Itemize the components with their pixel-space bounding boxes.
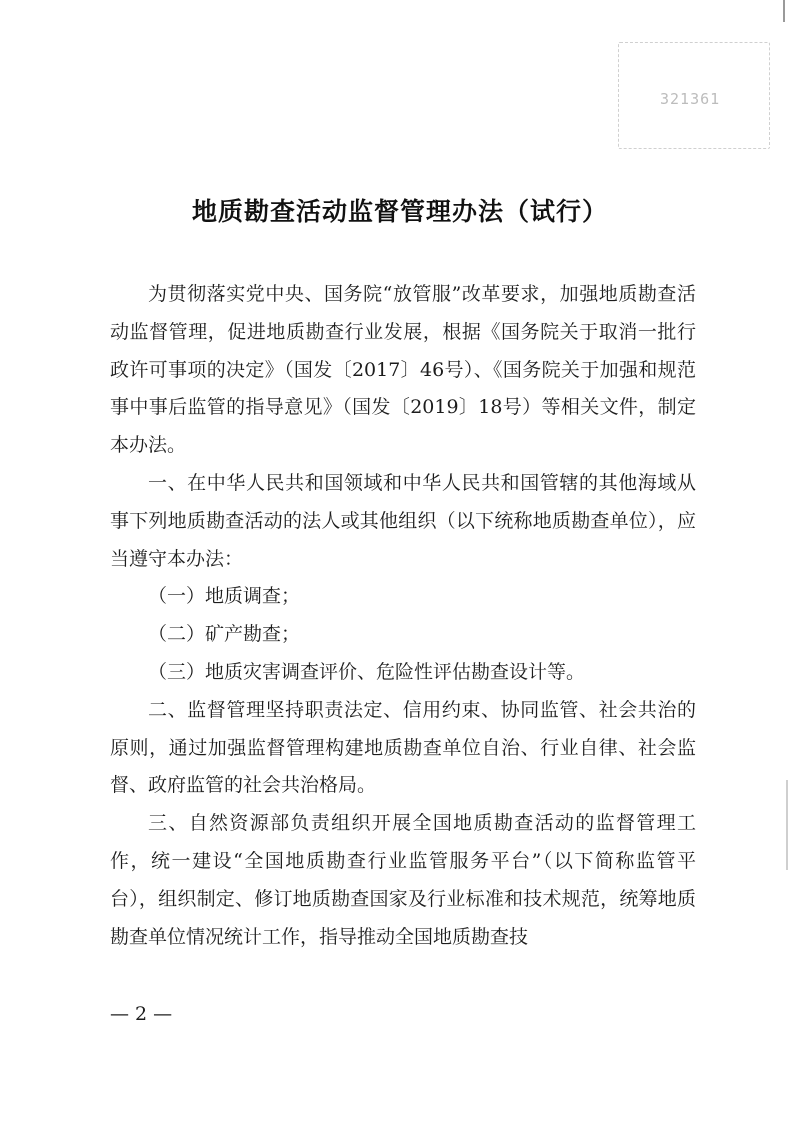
document-title: 地质勘查活动监督管理办法（试行） [191,197,608,226]
scan-edge-mark [783,0,785,22]
paragraph-article-1: 一、在中华人民共和国领域和中华人民共和国管辖的其他海域从事下列地质勘查活动的法人或其他组织（以下统称地质勘查单位），应当遵守本办法： [110,471,696,570]
paragraph-article-2: 二、监督管理坚持职责法定、信用约束、协同监管、社会共治的原则，通过加强监督管理构建地质勘查单位自治、行业自律、社会监督、政府监管的社会共治格局。 [110,698,696,797]
paragraph-preamble: 为贯彻落实党中央、国务院“放管服”改革要求，加强地质勘查活动监督管理，促进地质勘查行业发展，根据《国务院关于取消一批行政许可事项的决定》（国发〔2017〕46号）、《国务院关于加强和规范事中事后监管的指导意见》（国发〔2019〕18号）等相关文件，制定本办法。 [110,283,696,457]
document-body [110,276,696,956]
paragraph-item-2: （二）矿产勘查； [148,623,301,646]
scan-stamp-number: 321361 [660,90,721,108]
paragraph-item-1: （一）地质调查； [148,585,301,608]
paragraph-article-3: 三、自然资源部负责组织开展全国地质勘查活动的监督管理工作，统一建设“全国地质勘查行业监管服务平台”（以下简称监管平台），组织制定、修订地质勘查国家及行业标准和技术规范，统筹地质勘查单位情况统计工作，指导推动全国地质勘查技 [110,812,696,948]
page-number: — 2 — [110,1003,173,1025]
scan-edge-mark [786,780,788,870]
paragraph-item-3: （三）地质灾害调查评价、危险性评估勘查设计等。 [148,660,586,683]
